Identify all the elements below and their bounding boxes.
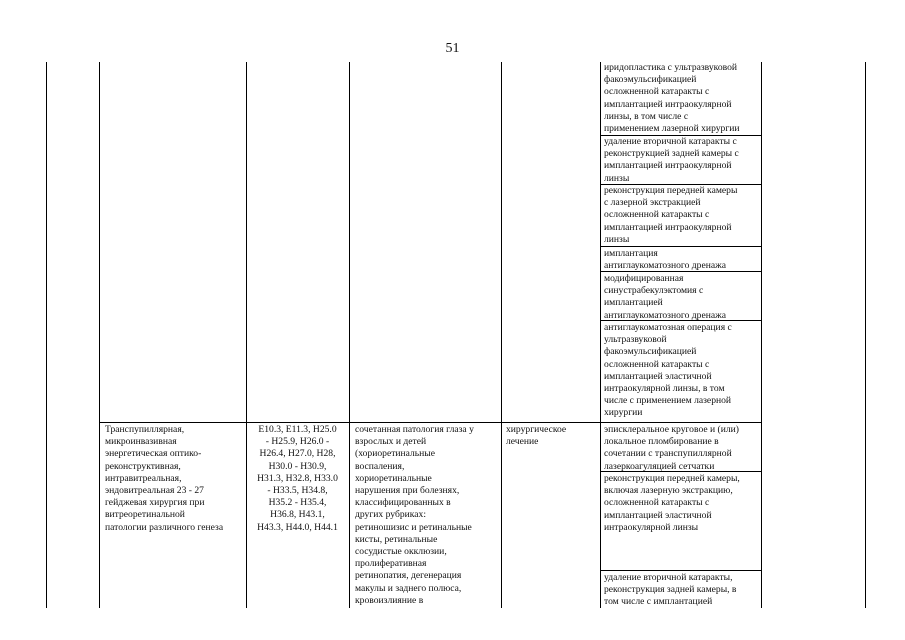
method-cell: удаление вторичной катаракты с реконструкцией задней камеры с имплантацией интраокулярной линзы (604, 136, 739, 184)
method-cell: модифицированная синустрабекулэктомия с имплантацией антиглаукоматозного дренажа (604, 273, 727, 321)
column-divider (761, 62, 762, 608)
method-divider (600, 570, 761, 571)
row-divider (99, 422, 761, 423)
method-cell: удаление вторичной катаракты, реконструкция задней камеры, в том числе с имплантацией (604, 572, 737, 608)
method-cell: иридопластика с ультразвуковой факоэмульсификацией осложненной катаракты с имплантацией интраокулярной линзы, в том числе с применением лазерной хирургии (604, 62, 740, 135)
method-cell: имплантация антиглаукоматозного дренажа (604, 248, 727, 272)
column-divider (99, 62, 100, 608)
column-divider (600, 62, 601, 608)
procedure-name-cell: Транспупиллярная, микроинвазивная энергетическая оптико- реконструктивная, интравитреальная, эндовитреальная 23 - 27 гейджевая хирургия при витреоретинальной патологии различного генеза (105, 424, 224, 533)
treatment-type-cell: хирургическое лечение (506, 424, 567, 448)
patient-model-cell: сочетанная патология глаза у взрослых и детей (хориоретинальные воспаления, хориоретинальные нарушения при болезнях, классифицированных в других рубриках: ретиношизис и ретинальные кисты, ретинальные сосудистые окклюзии, пролиферативная ретинопатия, дегенерация макулы и заднего полюса, кровоизлияние в (355, 424, 474, 606)
column-divider (246, 62, 247, 608)
table-border-right (865, 62, 866, 608)
table-border-left (46, 62, 47, 608)
page-number: 51 (445, 41, 460, 56)
method-divider (600, 246, 761, 247)
method-cell: антиглаукоматозная операция с ультразвуковой факоэмульсификацией осложненной катаракты с имплантацией эластичной интраокулярной линзы, в том числе с применением лазерной хирургии (604, 322, 732, 419)
method-cell: эписклеральное круговое и (или) локальное пломбирование в сочетании с транспупиллярной лазеркоагуляцией сетчатки (604, 424, 739, 472)
icd-codes-cell: Е10.3, Е11.3, Н25.0 - Н25.9, Н26.0 - Н26.4, Н27.0, Н28, Н30.0 - Н30.9, Н31.3, Н32.8, Н33.0 - Н33.5, Н34.8, Н35.2 - Н35.4, Н36.8, Н43.1, Н43.3, Н44.0, Н44.1 (257, 424, 338, 533)
column-divider (349, 62, 350, 608)
method-cell: реконструкция передней камеры, включая лазерную экстракцию, осложненной катаракты с имплантацией эластичной интраокулярной линзы (604, 473, 740, 533)
column-divider (501, 62, 502, 608)
method-cell: реконструкция передней камеры с лазерной экстракцией осложненной катаракты с имплантацией интраокулярной линзы (604, 185, 738, 245)
